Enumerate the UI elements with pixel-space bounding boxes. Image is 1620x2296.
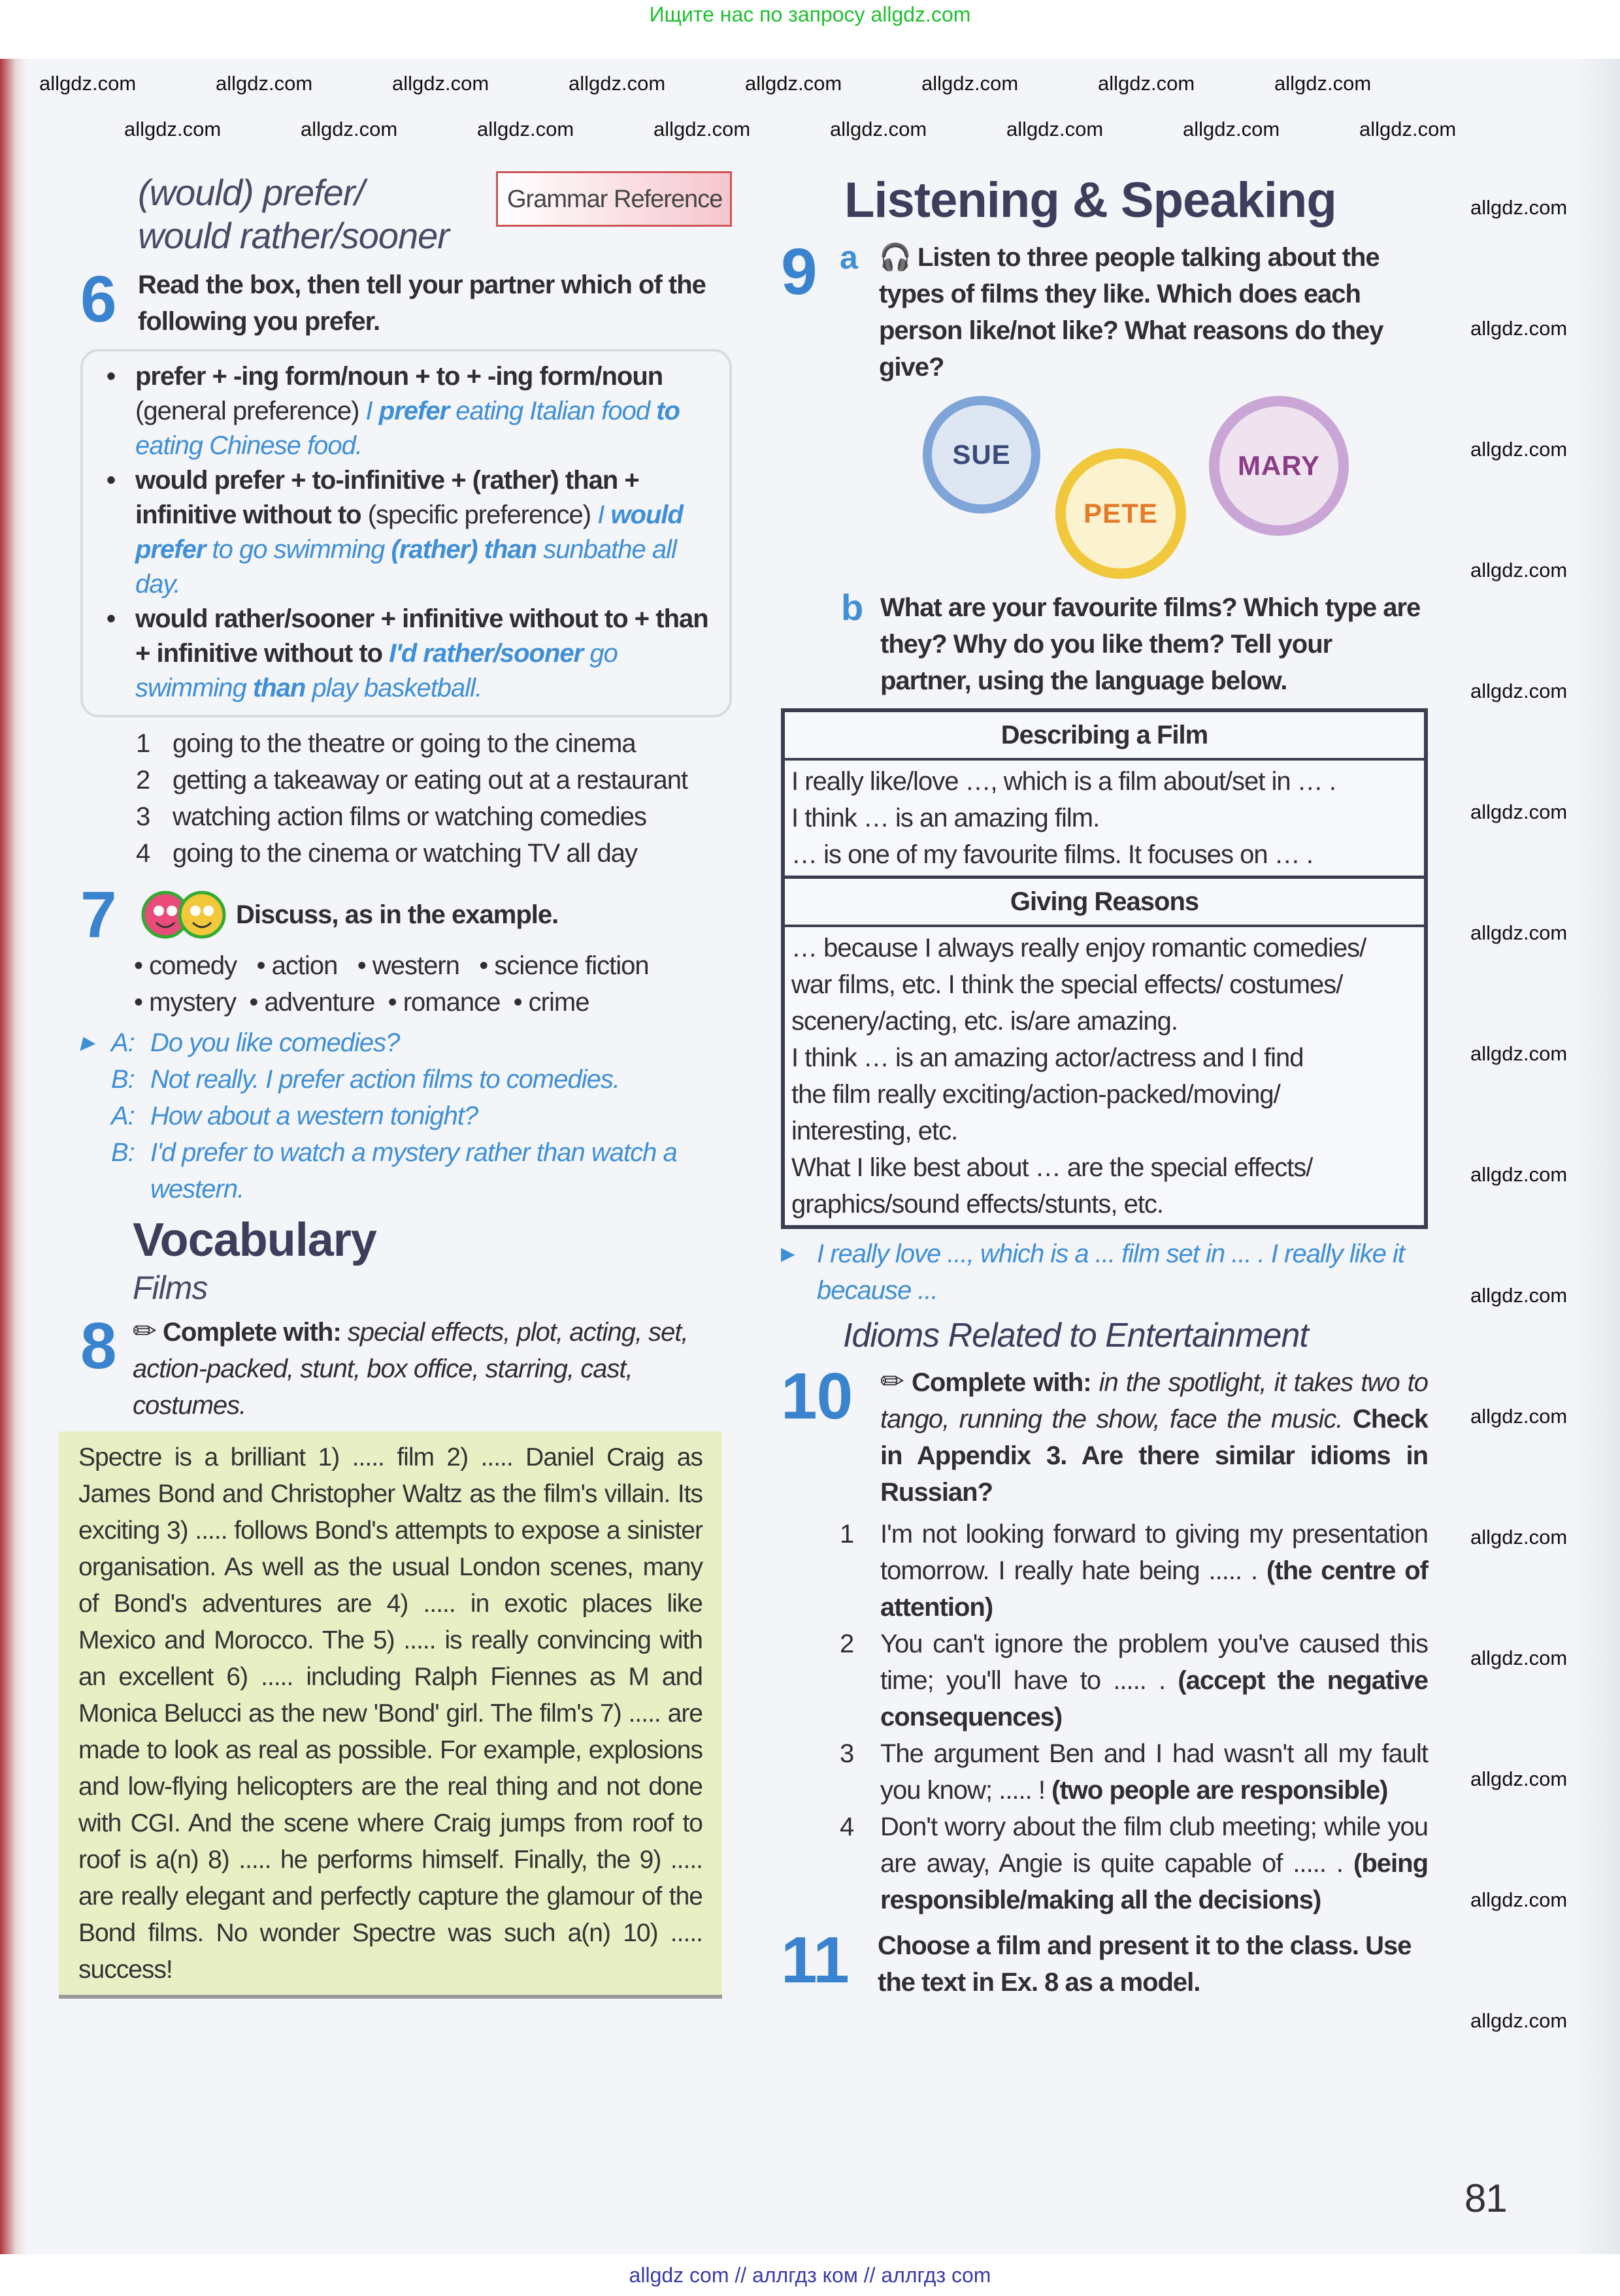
table-header: Describing a Film [785, 712, 1424, 761]
rule-example: prefer [378, 397, 450, 425]
grammar-header [80, 171, 732, 257]
dialogue-line [111, 1061, 732, 1098]
list-item [136, 798, 732, 835]
headphones-icon[interactable]: 🎧 [879, 243, 911, 272]
exercise-9b [781, 589, 1428, 699]
exercise-7 [80, 878, 732, 951]
part-label: b [841, 587, 863, 628]
grammar-title-line: (would) prefer/ [138, 172, 365, 213]
list-item [136, 835, 732, 872]
item-text: Don't worry about the film club meeting; while you are away, Angie is quite capable of ..... . [880, 1812, 1428, 1878]
instruction-label: Complete with: [911, 1368, 1091, 1397]
item-number: 1 [840, 1520, 854, 1549]
exercise-7-instruction: Discuss, as in the example. [236, 900, 559, 929]
item-number: 4 [136, 839, 150, 868]
rule-example: eating Chinese food. [135, 431, 362, 460]
dialogue-line [111, 1025, 732, 1061]
right-column [781, 171, 1428, 2001]
rule-usage: (general preference) [135, 397, 366, 425]
exercise-number: 11 [781, 1924, 849, 1997]
pencil-icon: ✏ [880, 1366, 904, 1398]
language-table [781, 708, 1428, 1229]
speaker: B: [111, 1138, 135, 1167]
watermark: allgdz.com [921, 72, 1019, 95]
left-column [80, 171, 732, 1999]
list-item [840, 1626, 1428, 1735]
grammar-rule [99, 463, 714, 602]
item-text: The argument Ben and I had wasn't all my fault you know; ..... ! [880, 1739, 1428, 1805]
watermark: allgdz.com [39, 72, 137, 95]
dialogue-line [111, 1134, 732, 1207]
item-hint: (two people are responsible) [1051, 1776, 1388, 1805]
instruction-label: Complete with: [163, 1318, 341, 1347]
item-text: You can't ignore the problem you've caused this time; you'll have to ..... . [880, 1630, 1428, 1695]
pencil-icon: ✏ [133, 1315, 156, 1347]
watermark: allgdz.com [569, 72, 666, 95]
footer-links[interactable]: allgdz com // аллгдз ком // аллгдз com [629, 2263, 991, 2287]
item-text: I'm not looking forward to giving my presentation tomorrow. I really hate being ..... . [880, 1520, 1428, 1585]
table-line: What I like best about … are the special effects/ [791, 1153, 1313, 1182]
table-line: I think … is an amazing actor/actress and I find [791, 1043, 1304, 1072]
exercise-9a [781, 235, 1428, 385]
watermark: allgdz.com [1470, 438, 1568, 461]
watermark: allgdz.com [124, 118, 222, 140]
rule-example: I'd rather/sooner [389, 639, 584, 668]
watermark: allgdz.com [1470, 196, 1568, 219]
watermark: allgdz.com [1470, 800, 1568, 823]
rule-example: to [656, 397, 680, 425]
watermark: allgdz.com [1470, 317, 1568, 340]
idioms-title: Idioms Related to Entertainment [843, 1317, 1308, 1354]
watermark: allgdz.com [745, 72, 842, 95]
list-item [840, 1809, 1428, 1918]
exercise-8 [80, 1309, 732, 1424]
item-number: 3 [136, 802, 150, 831]
watermark: allgdz.com [1470, 1042, 1568, 1065]
item-hint: (accept the negative consequences) [880, 1666, 1428, 1731]
watermark: allgdz.com [1470, 1405, 1568, 1428]
watermark: allgdz.com [1098, 72, 1195, 95]
rule-form: would rather/sooner + infinitive without to + than + infinitive without to [135, 604, 708, 668]
genre-list: • comedy • action • western • science fiction [134, 951, 649, 980]
rule-example: sunbathe all day. [135, 535, 676, 599]
rule-example: I [597, 500, 611, 529]
dialogue-text: Do you like comedies? [150, 1028, 400, 1057]
table-line: graphics/sound effects/stunts, etc. [791, 1190, 1164, 1219]
watermark: allgdz.com [1470, 1284, 1568, 1307]
exercise-number: 9 [781, 235, 817, 308]
watermark: allgdz.com [392, 72, 489, 95]
item-number: 3 [840, 1739, 854, 1768]
genre-list: • mystery • adventure • romance • crime [134, 988, 589, 1017]
rule-example: (rather) than [391, 535, 537, 564]
example-dialogue [111, 1025, 732, 1207]
page-edge [0, 59, 26, 2254]
watermark: allgdz.com [653, 118, 751, 140]
rule-example: play basketball. [305, 674, 482, 702]
page-number: 81 [1464, 2176, 1507, 2220]
watermark: allgdz.com [1470, 559, 1568, 582]
vocabulary-title: Vocabulary [133, 1214, 376, 1266]
check-instruction: Check in Appendix 3. Are there similar idioms in Russian? [880, 1405, 1428, 1507]
rule-example: to go swimming [205, 535, 391, 564]
vocabulary-subtitle: Films [133, 1270, 208, 1306]
table-line: the film really exciting/action-packed/moving/ [791, 1080, 1280, 1109]
item-text: going to the theatre or going to the cinema [173, 729, 636, 758]
exercise-6-list [136, 725, 732, 872]
exercise-9b-instruction: What are your favourite films? Which type are they? Why do you like them? Tell your partner, using the language below. [880, 593, 1421, 695]
list-item [840, 1735, 1428, 1809]
exercise-10 [781, 1360, 1428, 1511]
item-number: 2 [840, 1630, 854, 1658]
search-banner[interactable]: Ищите нас по запросу allgdz.com [649, 3, 971, 26]
grammar-title-line: would rather/sooner [138, 215, 449, 256]
table-header: Giving Reasons [785, 876, 1424, 927]
watermark: allgdz.com [1470, 1647, 1568, 1669]
play-arrow-icon: ▶ [781, 1243, 795, 1264]
watermark: allgdz.com [301, 118, 398, 140]
exercise-11-instruction: Choose a film and present it to the class. Use the text in Ex. 8 as a model. [878, 1931, 1412, 1997]
rule-usage [382, 639, 389, 668]
watermark: allgdz.com [1470, 1526, 1568, 1549]
item-number: 2 [136, 766, 150, 795]
exercise-9a-text: Listen to three people talking about the types of films they like. Which does each person like/not like? What reasons do they give? [879, 243, 1383, 382]
watermark: allgdz.com [1274, 72, 1372, 95]
rule-example: go swimming [135, 639, 618, 702]
item-hint: (the centre of attention) [880, 1556, 1428, 1622]
watermark: allgdz.com [1470, 2009, 1568, 2032]
exercise-10-list [781, 1516, 1428, 1918]
list-item [840, 1516, 1428, 1626]
spectre-text-box: Spectre is a brilliant 1) ..... film 2) ..... Daniel Craig as James Bond and Christopher Waltz as the film's villain. Its exciting 3) ..... follows Bond's attempts to expose a sinister organisation. As well as the usual London scenes, many of Bond's adventures are 4) ..... in exotic places like Mexico and Morocco. The 5) ..... is really convincing with an excellent 6) ..... including Ralph Fiennes as M and Monica Belucci as the new 'Bond' girl. The film's 7) ..... are made to look as real as possible. For example, explosions and low-flying helicopters are the real thing and not done with CGI. And the scene where Craig jumps from roof to roof is a(n) 8) ..... he performs himself. Finally, the 9) ..... are really elegant and perfectly capture the glamour of the Bond films. No wonder Spectre was such a(n) 10) ..... success! [59, 1432, 722, 1999]
dialogue-line [111, 1098, 732, 1134]
table-line: I really like/love …, which is a film about/set in … . [791, 767, 1336, 796]
rule-usage: (specific preference) [361, 500, 598, 529]
dialogue-text: I'd prefer to watch a mystery rather than watch a western. [150, 1138, 677, 1204]
exercise-9a-instruction [879, 239, 1428, 385]
rule-example: than [252, 674, 306, 702]
exercise-11 [781, 1924, 1428, 2001]
table-line: scenery/acting, etc. is/are amazing. [791, 1007, 1178, 1036]
speaker: A: [111, 1028, 135, 1057]
exercise-number: 6 [80, 263, 116, 336]
grammar-rule [99, 359, 714, 463]
list-item [136, 762, 732, 798]
rule-example: eating Italian food [449, 397, 657, 425]
list-item [136, 725, 732, 762]
item-number: 1 [136, 729, 150, 758]
grammar-box [80, 349, 732, 717]
rule-example: I [365, 397, 379, 425]
person-pete: PETE [1055, 448, 1186, 579]
watermark: allgdz.com [830, 118, 927, 140]
word-bank: special effects, plot, acting, set, action-packed, stunt, box office, starring, cast, costumes. [133, 1318, 688, 1420]
watermark: allgdz.com [477, 118, 574, 140]
idiom-bank: in the spotlight, it takes two to tango, running the show, face the music. [880, 1368, 1428, 1434]
item-hint: (being responsible/making all the decisions) [880, 1849, 1428, 1914]
dialogue-text: How about a western tonight? [150, 1102, 478, 1130]
grammar-title [80, 171, 449, 257]
page-shadow [1574, 59, 1620, 2254]
exercise-number: 7 [80, 878, 116, 951]
example-row [781, 1236, 1428, 1309]
watermark: allgdz.com [1470, 1163, 1568, 1186]
watermark: allgdz.com [1183, 118, 1280, 140]
exercise-6-instruction: Read the box, then tell your partner which of the following you prefer. [138, 271, 706, 336]
rule-form: prefer + -ing form/noun + to + -ing form/noun [135, 362, 663, 391]
watermark: allgdz.com [1470, 1888, 1568, 1911]
table-line: … is one of my favourite films. It focuses on … . [791, 840, 1313, 869]
person-sue: SUE [923, 396, 1040, 514]
watermark: allgdz.com [1470, 1767, 1568, 1790]
example-sentence: I really love ..., which is a ... film set in ... . I really like it because ... [817, 1239, 1404, 1305]
people-circles [781, 389, 1428, 585]
part-label: a [840, 239, 857, 276]
watermark: allgdz.com [216, 72, 313, 95]
dialogue-text: Not really. I prefer action films to comedies. [150, 1065, 620, 1094]
table-line: interesting, etc. [791, 1117, 958, 1145]
person-mary: MARY [1209, 396, 1349, 536]
speaker: B: [111, 1065, 135, 1094]
watermark: allgdz.com [1359, 118, 1457, 140]
item-text: going to the cinema or watching TV all day [173, 839, 638, 868]
exercise-number: 10 [781, 1360, 853, 1433]
watermark: allgdz.com [1470, 921, 1568, 944]
watermark: allgdz.com [1006, 118, 1104, 140]
grammar-reference-tag[interactable]: Grammar Reference [496, 171, 732, 227]
example-dialogue-row [80, 1025, 732, 1207]
exercise-6 [80, 263, 732, 340]
table-line: I think … is an amazing film. [791, 804, 1100, 832]
item-text: getting a takeaway or eating out at a restaurant [173, 766, 688, 795]
table-line: … because I always really enjoy romantic comedies/ [791, 934, 1366, 962]
exercise-10-instruction [880, 1364, 1428, 1511]
rule-example: would prefer [135, 500, 683, 564]
section-title: Listening & Speaking [844, 172, 1336, 228]
exercise-number: 8 [80, 1309, 116, 1383]
table-line: war films, etc. I think the special effects/ costumes/ [791, 970, 1343, 999]
watermark: allgdz.com [1470, 680, 1568, 702]
speaker: A: [111, 1102, 135, 1130]
play-arrow-icon: ▶ [80, 1032, 94, 1053]
item-text: watching action films or watching comedies [173, 802, 647, 831]
exercise-8-instruction [133, 1313, 732, 1424]
grammar-rule [99, 602, 714, 706]
rule-form: would prefer + to-infinitive + (rather) than + infinitive without to [135, 466, 639, 529]
discussion-faces-icon [138, 889, 236, 941]
item-number: 4 [840, 1812, 854, 1841]
